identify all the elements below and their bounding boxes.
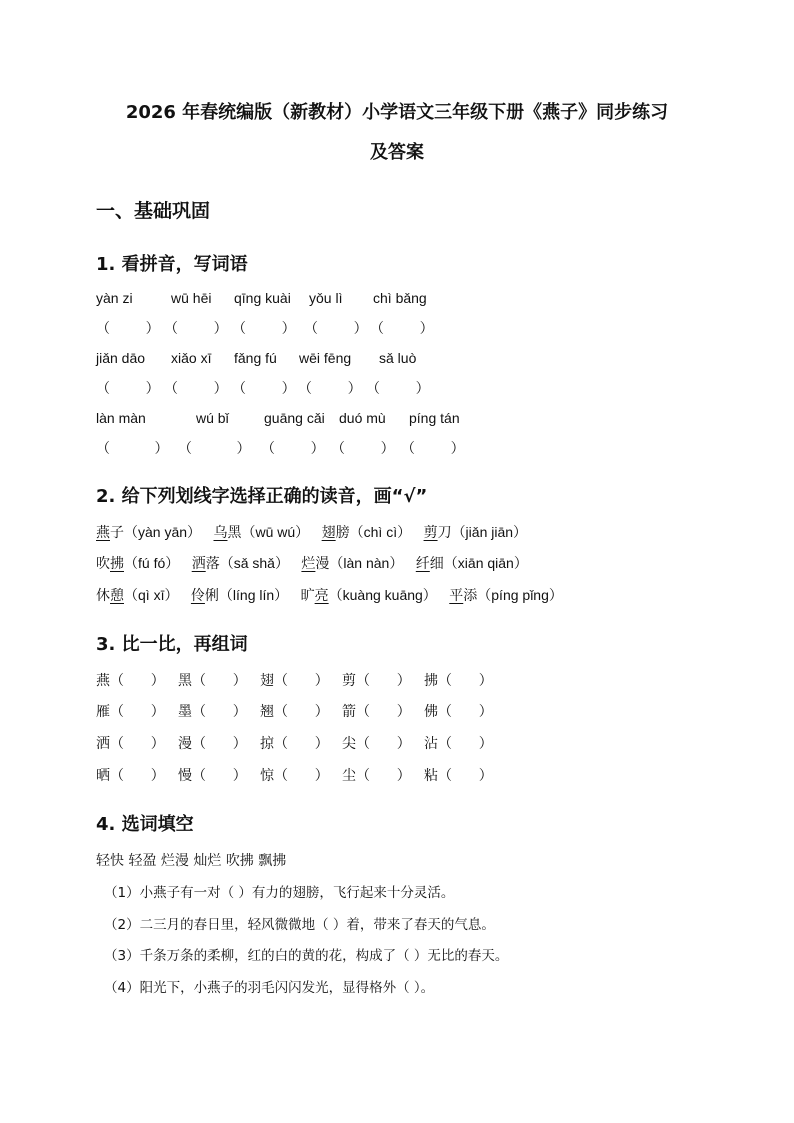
q2-row-2 xyxy=(96,553,536,573)
compare-item[interactable]: 沾（ ） xyxy=(424,736,493,752)
pinyin: wēi fēng xyxy=(299,350,352,366)
word-option: 灿烂 xyxy=(193,853,222,869)
answer-blank[interactable]: （ ） xyxy=(164,321,228,337)
reading-choice[interactable]: 休憩（qì xī） xyxy=(96,587,179,604)
compare-item[interactable]: 掠（ ） xyxy=(260,736,329,752)
reading-choice[interactable]: 吹拂（fú fó） xyxy=(96,555,180,572)
section-heading-basic: 一、基础巩固 xyxy=(96,200,211,222)
compare-item[interactable]: 洒（ ） xyxy=(96,736,165,752)
answer-blank[interactable]: （ ） xyxy=(164,381,228,397)
pinyin: wū hēi xyxy=(171,290,212,306)
q2-row-1 xyxy=(96,522,535,542)
doc-title-line2: 及答案 xyxy=(370,142,424,163)
answer-blank[interactable]: （ ） xyxy=(96,321,160,337)
q4-word-bank xyxy=(96,850,286,870)
pinyin: guāng cǎi xyxy=(264,410,325,426)
q4-item-2[interactable]: （2）二三月的春日里，轻风微微地（ ）着，带来了春天的气息。 xyxy=(104,917,495,933)
answer-blank[interactable]: （ ） xyxy=(370,321,434,337)
pinyin: sǎ luò xyxy=(379,350,417,366)
doc-title-line1: 2026 年春统编版（新教材）小学语文三年级下册《燕子》同步练习 xyxy=(125,102,669,123)
word-option: 吹拂 xyxy=(225,853,254,869)
q4-item-1[interactable]: （1）小燕子有一对（ ）有力的翅膀，飞行起来十分灵活。 xyxy=(104,885,455,901)
pinyin: qīng kuài xyxy=(234,290,291,306)
reading-choice[interactable]: 纤细（xiān qiān） xyxy=(415,555,528,572)
reading-choice[interactable]: 旷亮（kuàng kuāng） xyxy=(300,587,437,604)
compare-item[interactable]: 粘（ ） xyxy=(424,768,493,784)
pinyin: fǎng fú xyxy=(234,350,277,366)
answer-blank[interactable]: （ ） xyxy=(401,441,465,457)
answer-blank[interactable]: （ ） xyxy=(178,441,251,457)
reading-choice[interactable]: 剪刀（jiǎn jiān） xyxy=(423,524,528,541)
answer-blank[interactable]: （ ） xyxy=(232,321,296,337)
compare-item[interactable]: 翅（ ） xyxy=(260,673,329,689)
compare-item[interactable]: 佛（ ） xyxy=(424,704,493,720)
compare-item[interactable]: 雁（ ） xyxy=(96,704,165,720)
reading-choice[interactable]: 燕子（yàn yān） xyxy=(96,524,202,541)
pinyin: píng tán xyxy=(409,410,460,426)
pinyin: yàn zi xyxy=(96,290,133,306)
question-1-title: 1. 看拼音，写词语 xyxy=(96,254,248,275)
q4-item-3[interactable]: （3）千条万条的柔柳，红的白的黄的花，构成了（ ）无比的春天。 xyxy=(104,948,509,964)
q2-row-3 xyxy=(96,585,571,605)
pinyin: jiǎn dāo xyxy=(96,350,146,366)
pinyin: làn màn xyxy=(96,410,146,426)
pinyin: wú bǐ xyxy=(196,410,229,426)
compare-item[interactable]: 墨（ ） xyxy=(178,704,247,720)
reading-choice[interactable]: 伶俐（líng lín） xyxy=(190,587,289,604)
reading-choice[interactable]: 烂漫（làn nàn） xyxy=(301,555,404,572)
compare-item[interactable]: 晒（ ） xyxy=(96,768,165,784)
compare-item[interactable]: 黑（ ） xyxy=(178,673,247,689)
answer-blank[interactable]: （ ） xyxy=(261,441,325,457)
answer-blank[interactable]: （ ） xyxy=(304,321,368,337)
question-4-title: 4. 选词填空 xyxy=(96,814,194,835)
answer-blank[interactable]: （ ） xyxy=(298,381,362,397)
word-option: 轻快 xyxy=(96,853,124,869)
answer-blank[interactable]: （ ） xyxy=(331,441,395,457)
compare-item[interactable]: 燕（ ） xyxy=(96,673,165,689)
pinyin: chì bǎng xyxy=(373,290,427,306)
question-3-title: 3. 比一比，再组词 xyxy=(96,634,248,655)
word-option: 飘拂 xyxy=(258,853,287,869)
reading-choice[interactable]: 翅膀（chì cì） xyxy=(321,524,412,541)
compare-item[interactable]: 箭（ ） xyxy=(342,704,411,720)
compare-item[interactable]: 漫（ ） xyxy=(178,736,247,752)
compare-item[interactable]: 拂（ ） xyxy=(424,673,493,689)
word-option: 烂漫 xyxy=(160,853,189,869)
compare-item[interactable]: 尖（ ） xyxy=(342,736,411,752)
q4-item-4[interactable]: （4）阳光下，小燕子的羽毛闪闪发光，显得格外（ ）。 xyxy=(104,980,435,996)
reading-choice[interactable]: 平添（píng pǐng） xyxy=(449,587,563,604)
compare-item[interactable]: 慢（ ） xyxy=(178,768,247,784)
compare-item[interactable]: 翘（ ） xyxy=(260,704,329,720)
answer-blank[interactable]: （ ） xyxy=(366,381,430,397)
reading-choice[interactable]: 洒落（sǎ shǎ） xyxy=(191,555,289,572)
reading-choice[interactable]: 乌黑（wū wú） xyxy=(213,524,310,541)
compare-item[interactable]: 惊（ ） xyxy=(260,768,329,784)
compare-item[interactable]: 尘（ ） xyxy=(342,768,411,784)
question-2-title: 2. 给下列划线字选择正确的读音，画“√” xyxy=(96,486,428,507)
word-option: 轻盈 xyxy=(128,853,157,869)
pinyin: xiǎo xī xyxy=(171,350,212,366)
answer-blank[interactable]: （ ） xyxy=(232,381,296,397)
compare-item[interactable]: 剪（ ） xyxy=(342,673,411,689)
answer-blank[interactable]: （ ） xyxy=(96,381,160,397)
answer-blank[interactable]: （ ） xyxy=(96,441,169,457)
pinyin: duó mù xyxy=(339,410,386,426)
pinyin: yǒu lì xyxy=(309,290,343,306)
